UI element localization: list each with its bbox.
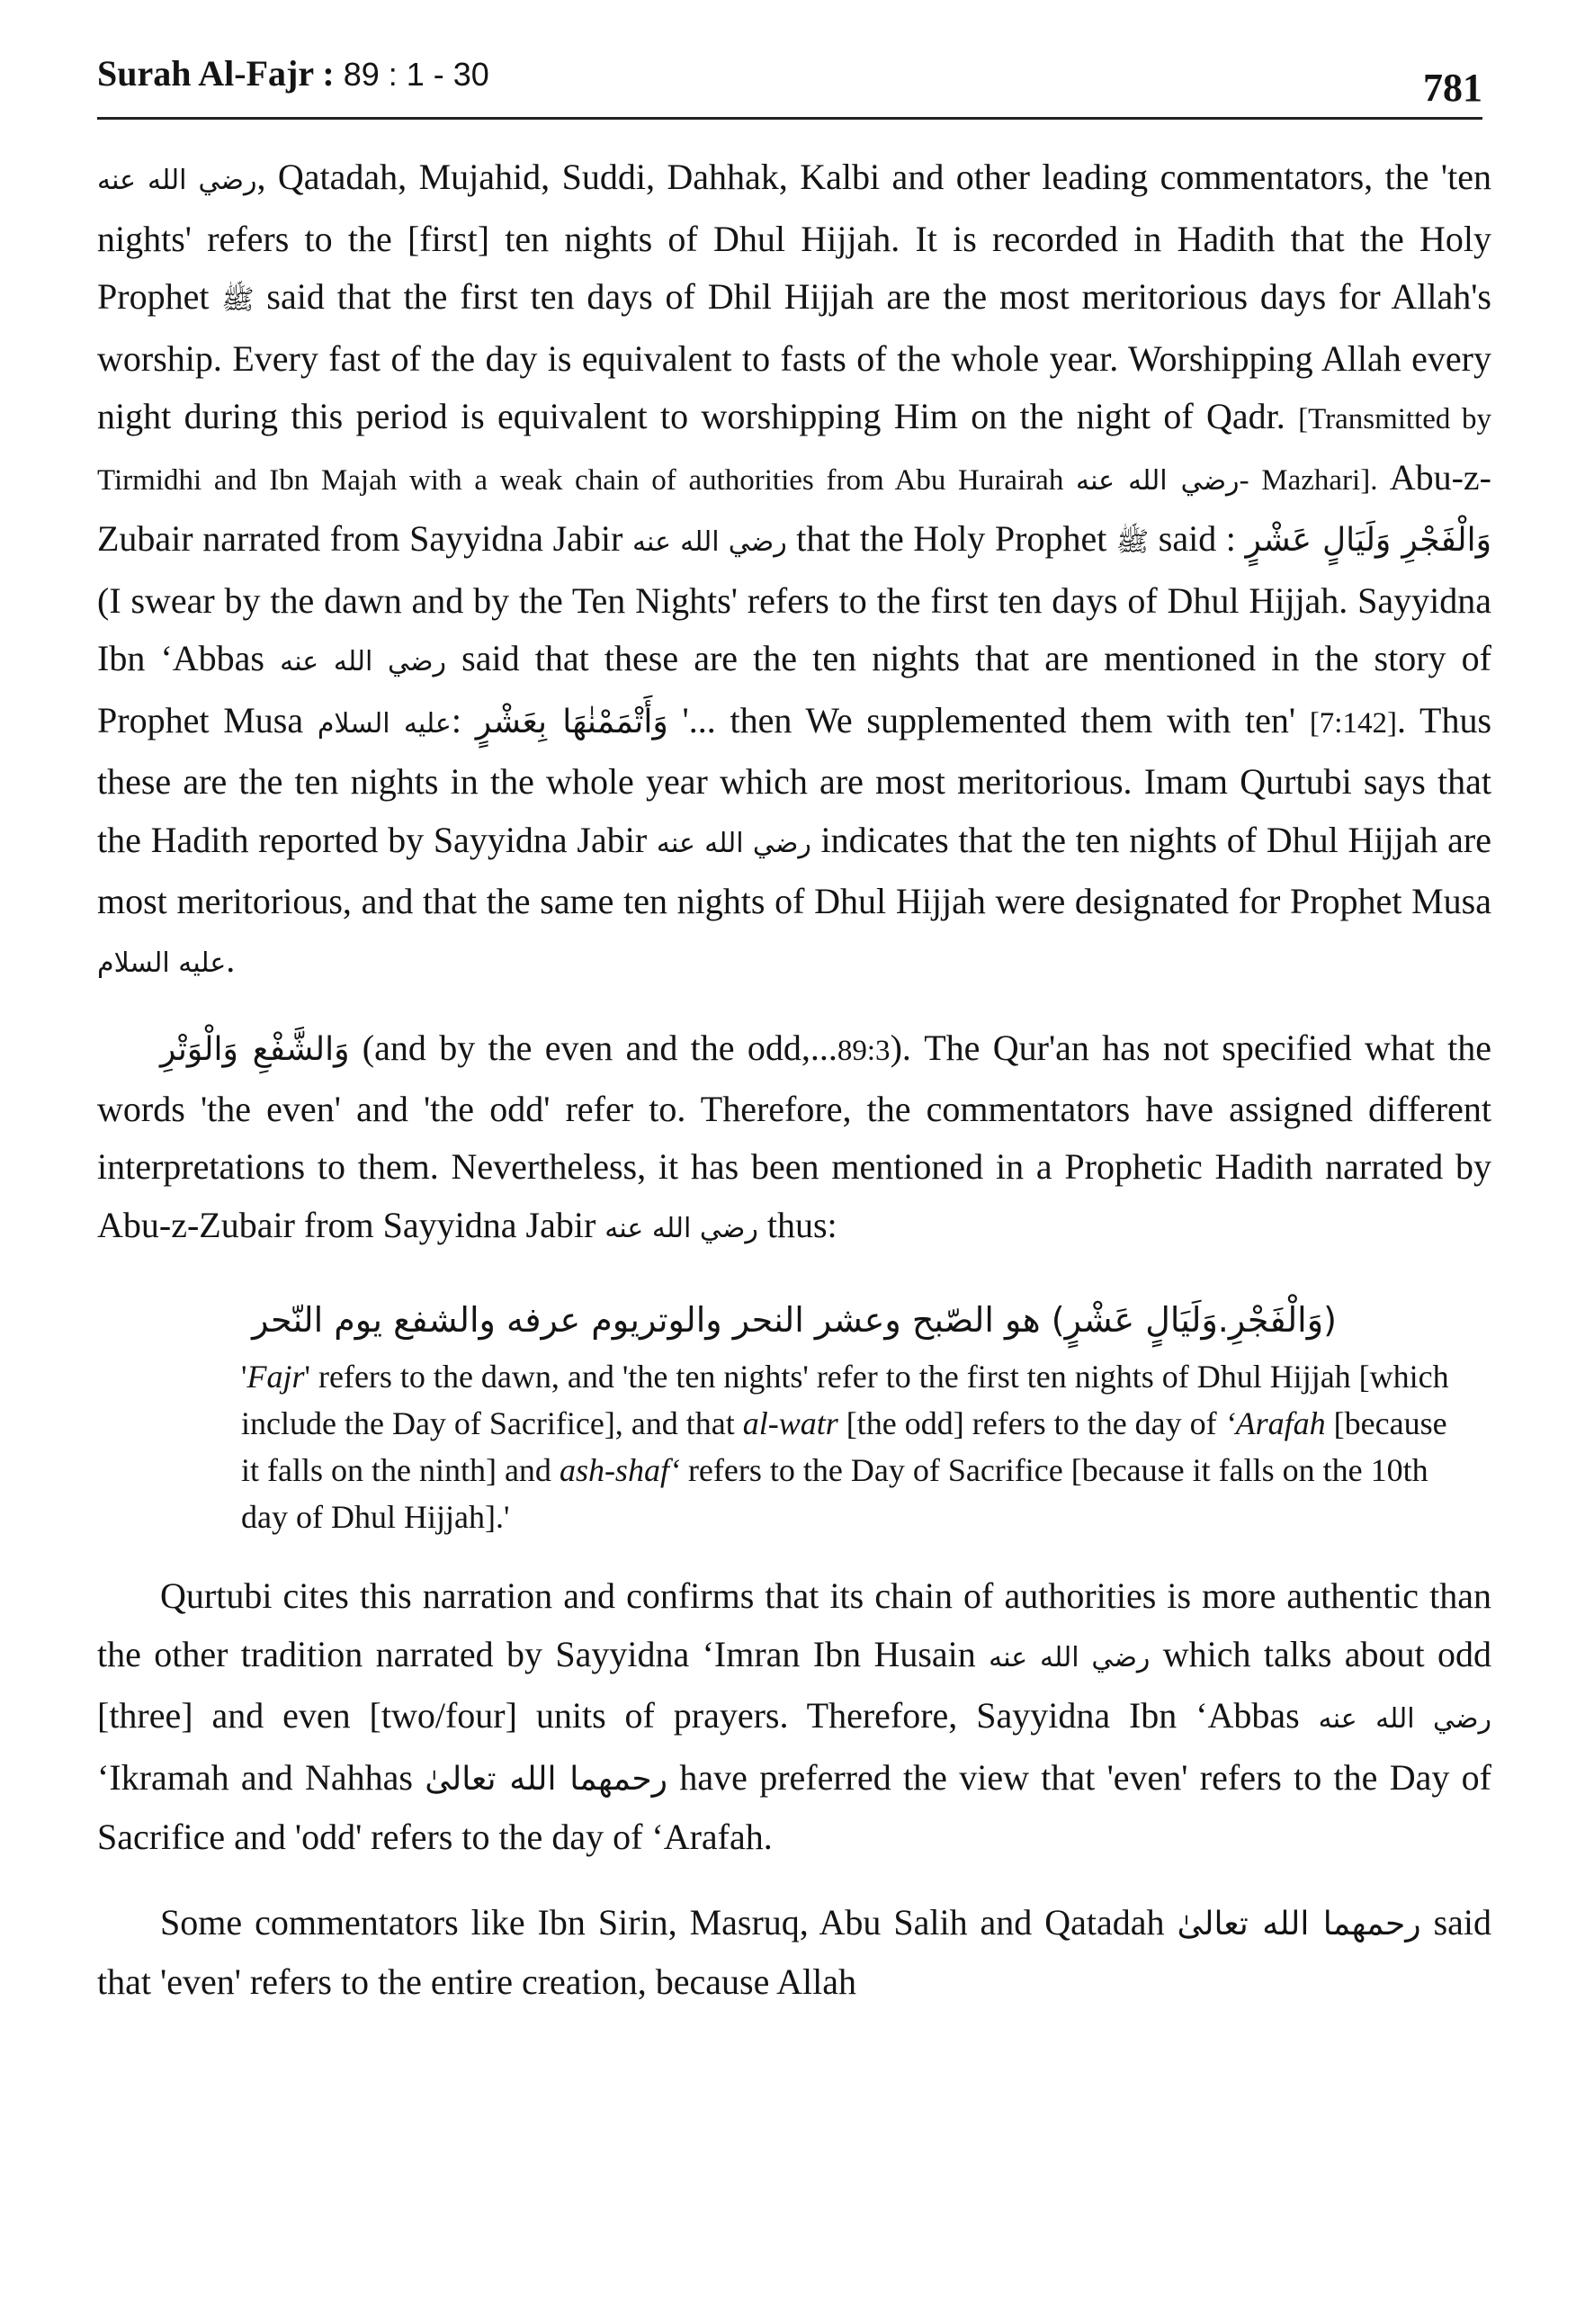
arabic-verse: وَالْفَجْرِ وَلَيَالٍ عَشْرٍ xyxy=(1245,522,1492,559)
honorific-radi: رضي الله عنه xyxy=(989,1641,1151,1673)
arabic-honorific: رحمهما الله تعالىٰ xyxy=(1177,1905,1421,1943)
text-run: Some commentators like Ibn Sirin, Masruq, Abu Salih and Qatadah xyxy=(160,1901,1178,1943)
honorific-salla: ﷺ xyxy=(1115,526,1150,558)
paragraph-1 xyxy=(97,148,1491,992)
surah-title xyxy=(97,52,489,94)
body-text xyxy=(97,148,1491,2012)
term-arafah: ‘Arafah xyxy=(1224,1405,1326,1441)
text-run: which talks about odd [three] and even [two/four] units of prayers. Therefore, Sayyidna Ibn ‘Abbas xyxy=(97,1633,1491,1736)
text-run: , Qatadah, Mujahid, Suddi, Dahhak, Kalbi and other leading commentators, the 'ten nights' refers to the [first] ten nights of Dhul Hijjah. It is recorded in Hadith that the Holy Prophet xyxy=(97,157,1491,317)
text-run: that the Holy Prophet xyxy=(786,518,1116,559)
text-run: thus: xyxy=(757,1204,837,1245)
honorific-alaihis-salam: عليه السلام xyxy=(97,947,227,979)
text-run: said : xyxy=(1149,518,1246,559)
term-al-watr: al-watr xyxy=(742,1405,838,1441)
paragraph-4 xyxy=(97,1894,1491,2012)
honorific-radi: رضي الله عنه xyxy=(656,827,811,859)
text-run: '... then We supplemented them with ten' xyxy=(667,699,1310,740)
text-run: . xyxy=(226,938,236,980)
page-number: 781 xyxy=(1423,66,1482,110)
paragraph-2 xyxy=(97,1019,1491,1258)
text-run: ' xyxy=(241,1359,247,1395)
header-rule xyxy=(97,117,1482,120)
arabic-honorific: رحمهما الله تعالىٰ xyxy=(425,1760,668,1798)
hadith-arabic-quote: (وَالْفَجْرِ.وَلَيَالٍ عَشْرٍ) هو الصّبح وعشر النحر والوتريوم عرفه والشفع يوم النّحر xyxy=(252,1300,1337,1340)
arabic-verse: وَالشَّفْعِ وَالْوَتْرِ xyxy=(160,1031,350,1068)
verse-reference: 89 : 1 - 30 xyxy=(343,56,489,93)
text-run: (and by the even and the odd,... xyxy=(349,1027,837,1068)
text-run: refers to the Day of Sacrifice [because it falls on the 10th day of Dhul Hijjah].' xyxy=(241,1452,1428,1535)
honorific-radi: رضي الله عنه xyxy=(97,165,257,196)
honorific-radi: رضي الله عنه xyxy=(1076,464,1240,497)
honorific-salla: ﷺ xyxy=(221,284,255,316)
honorific-radi: رضي الله عنه xyxy=(280,646,447,677)
text-run: ). The Qur'an has not specified what the words 'the even' and 'the odd' refer to. Therefore, the commentators have assigned different interpretations to them. Nevertheless, it has been mentioned in a Prophetic Hadith narrated by Abu-z-Zubair from Sayyidna Jabir xyxy=(97,1027,1492,1245)
honorific-radi: رضي الله عنه xyxy=(604,1212,758,1244)
paragraph-3 xyxy=(97,1567,1491,1867)
text-run: - Mazhari]. xyxy=(1239,463,1378,497)
term-fajr: Fajr xyxy=(246,1359,305,1395)
text-run: said that 'even' refers to the entire creation, because Allah xyxy=(97,1901,1491,2002)
text-run: indicates that the ten nights of Dhul Hijjah are most meritorious, and that the same ten nights of Dhul Hijjah were designated for Prophet Musa xyxy=(97,819,1491,921)
text-run: Qurtubi cites this narration and confirms that its chain of authorities is more authentic than the other tradition narrated by Sayyidna ‘Imran Ibn Husain xyxy=(97,1575,1491,1674)
honorific-alaihis-salam: عليه السلام xyxy=(317,707,452,740)
term-ash-shaf: ash-shaf‘ xyxy=(559,1452,680,1488)
honorific-radi: رضي الله عنه xyxy=(631,526,787,558)
text-run: Abu-z-Zubair narrated from Sayyidna Jabir xyxy=(97,456,1491,559)
text-run: : xyxy=(451,699,476,740)
hadith-translation-block xyxy=(241,1353,1455,1540)
text-run: have preferred the view that 'even' refers to the Day of Sacrifice and 'odd' refers to the day of ‘Arafah. xyxy=(97,1756,1492,1857)
running-header xyxy=(97,45,1482,135)
surah-title-text: Surah Al-Fajr : xyxy=(97,53,335,94)
text-run: [the odd] refers to the day of xyxy=(837,1405,1225,1441)
text-run: (I swear by the dawn and by the Ten Nights' refers to the first ten days of Dhul Hijjah. Sayyidna Ibn ‘Abbas xyxy=(97,579,1491,678)
text-run: . Thus these are the ten nights in the whole year which are most meritorious. Imam Qurtubi says that the Hadith reported by Sayyidna Jabir xyxy=(97,699,1492,860)
text-run: [because it falls on the ninth] and xyxy=(241,1405,1447,1488)
honorific-radi: رضي الله عنه xyxy=(1318,1703,1491,1735)
arabic-verse: وَأَتْمَمْنٰهَا بِعَشْرٍ xyxy=(475,703,668,740)
verse-citation: [7:142] xyxy=(1309,706,1397,740)
text-run: ' refers to the dawn, and 'the ten nights' refer to the first ten nights of Dhul Hijjah [which include the Day of Sacrifice], and that xyxy=(241,1359,1449,1441)
text-run: ‘Ikramah and Nahhas xyxy=(97,1756,425,1798)
text-run: said that these are the ten nights that are mentioned in the story of Prophet Musa xyxy=(97,638,1491,740)
verse-citation: 89:3 xyxy=(837,1035,891,1067)
text-run: said that the first ten days of Dhil Hijjah are the most meritorious days for Allah's worship. Every fast of the day is equivalent to fasts of the whole year. Worshipping Allah every night during this period is equivalent to worshipping Him on the night of Qadr. xyxy=(97,276,1491,436)
text-run: [Transmitted by Tirmidhi and Ibn Majah with a weak chain of authorities from Abu Hurairah xyxy=(97,403,1491,497)
